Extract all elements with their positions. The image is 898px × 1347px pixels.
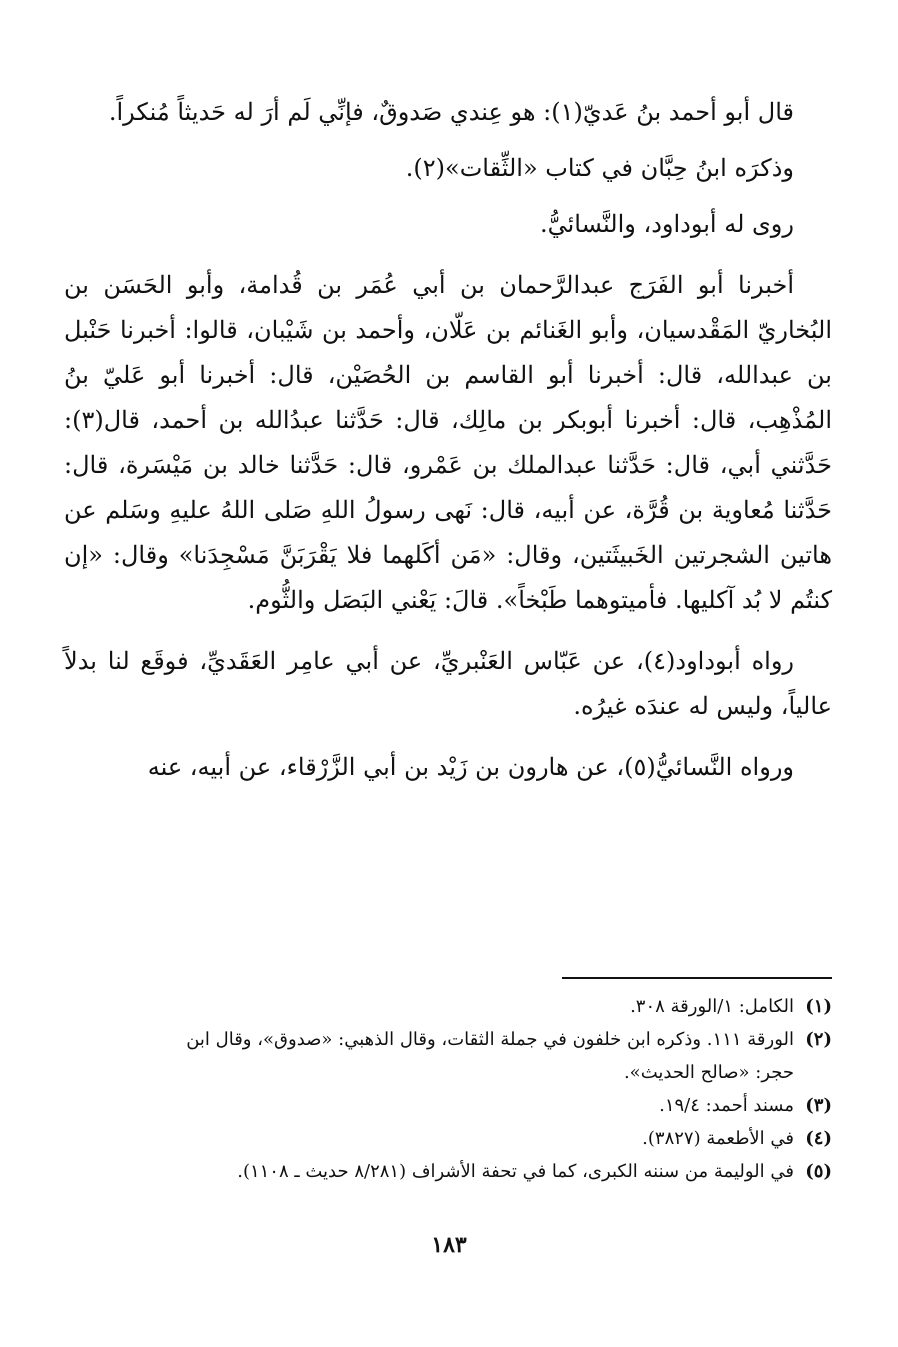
- footnote-item: [64, 1122, 832, 1155]
- paragraph-ibn-adi: قال أبو أحمد بنُ عَديّ(١): هو عِندي صَدوقٌ، فإنِّي لَم أرَ له حَديثاً مُنكراً.: [108, 98, 794, 126]
- footnote-number: (٣): [805, 1095, 832, 1116]
- footnote-text: في الوليمة من سننه الكبرى، كما في تحفة الأشراف (٨/٢٨١ حديث ـ ١١٠٨).: [237, 1161, 794, 1182]
- footnote-number: (٤): [805, 1128, 832, 1149]
- footnote-item: [64, 990, 832, 1023]
- footnote-text: الكامل: ١/الورقة ٣٠٨.: [630, 996, 794, 1017]
- footnote-continuation: حجر: «صالح الحديث».: [623, 1062, 794, 1083]
- footnote-number: (١): [805, 996, 832, 1017]
- paragraph-nasai: ورواه النَّسائيُّ(٥)، عن هارون بن زَيْد بن أبي الزَّرْقاء، عن أبيه، عنه: [147, 753, 794, 781]
- footnote-divider: [562, 977, 832, 979]
- footnote-item: [64, 1089, 832, 1122]
- paragraph-abu-dawud: رواه أبوداود(٤)، عن عَبّاس العَنْبريِّ، عن أبي عامِر العَقَديِّ، فوقَع لنا بدلاً عالياً، وليس له عندَه غيرُه.: [64, 647, 832, 720]
- footnote-number: (٢): [805, 1029, 832, 1050]
- paragraph-isnad-hadith: أخبرنا أبو الفَرَج عبدالرَّحمان بن أبي عُمَر بن قُدامة، وأبو الحَسَن بن البُخاريّ المَقْدسيان، وأبو الغَنائم بن عَلّان، وأحمد بن شَيْبان، قالوا: أخبرنا حَنْبل بن عبدالله، قال: أخبرنا أبو القاسم بن الحُصَيْن، قال: أخبرنا أبو عَليّ بنُ المُذْهِب، قال: أخبرنا أبوبكر بن مالِك، قال: حَدَّثنا عبدُالله بن أحمد، قال(٣): حَدَّثني أبي، قال: حَدَّثنا عبدالملك بن عَمْرو، قال: حَدَّثنا خالد بن مَيْسَرة، قال: حَدَّثنا مُعاوية بن قُرَّة، عن أبيه، قال: نَهى رسولُ اللهِ صَلى اللهُ عليهِ وسَلم عن هاتين الشجرتين الخَبيثَتين، وقال: «مَن أكَلهما فلا يَقْرَبَنَّ مَسْجِدَنا» وقال: «إن كنتُم لا بُد آكليها. فأميتوهما طَبْخاً». قالَ: يَعْني البَصَل والثُّوم.: [64, 271, 833, 614]
- footnote-item: [64, 1155, 832, 1188]
- footnote-text: الورقة ١١١. وذكره ابن خلفون في جملة الثقات، وقال الذهبي: «صدوق»، وقال ابن: [186, 1029, 794, 1050]
- footnote-text: مسند أحمد: ١٩/٤.: [659, 1095, 794, 1116]
- main-text: [64, 90, 832, 790]
- footnote-number: (٥): [805, 1161, 832, 1182]
- paragraph-narrators: روى له أبوداود، والنَّسائيُّ.: [539, 210, 794, 238]
- page-number: ١٨٣: [431, 1232, 467, 1258]
- paragraph-ibn-hibban: وذكرَه ابنُ حِبَّان في كتاب «الثِّقات»(٢).: [405, 154, 794, 182]
- footnote-text: في الأطعمة (٣٨٢٧).: [642, 1128, 794, 1149]
- footnote-item: [64, 1023, 832, 1056]
- footnotes: [64, 990, 832, 1188]
